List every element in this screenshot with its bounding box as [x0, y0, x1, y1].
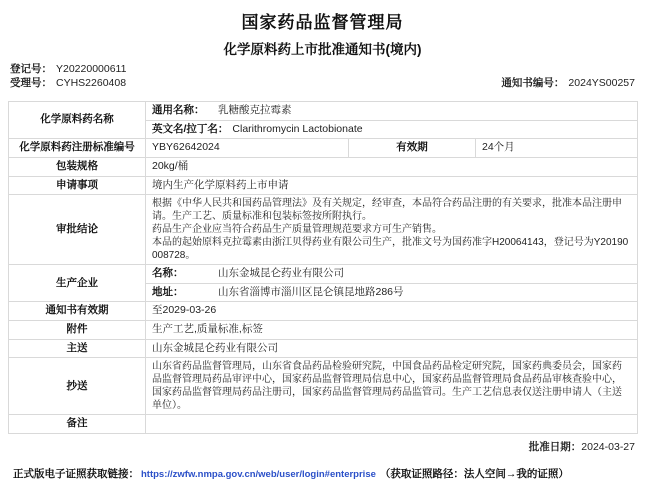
- validity-value: 24个月: [476, 139, 638, 158]
- manufacturer-name-value: 山东金城昆仑药业有限公司: [218, 267, 344, 280]
- meta-section: [10, 62, 635, 90]
- registration-number-value: Y20220000611: [56, 63, 127, 75]
- conclusion-paragraph: 本品的起始原料克拉霉素由浙江贝得药业有限公司生产，批准文号为国药准字H20064143，登记号为Y20190008728。: [152, 237, 629, 262]
- notice-validity-label: 通知书有效期: [9, 302, 146, 321]
- license-link[interactable]: https://zwfw.nmpa.gov.cn/web/user/login#enterprise: [141, 469, 376, 481]
- row-application-item: [9, 176, 638, 195]
- row-manufacturer-name: [9, 265, 638, 284]
- row-drug-name-generic: [9, 102, 638, 121]
- page-subtitle: 化学原料药上市批准通知书(境内): [223, 42, 422, 57]
- row-main-recipient: [9, 339, 638, 358]
- approval-date-line: [0, 439, 635, 454]
- generic-name-value: 乳糖酸克拉霉素: [218, 104, 292, 116]
- license-footer: [13, 466, 645, 481]
- standard-number-value: YBY62642024: [146, 139, 349, 158]
- package-spec-value: 20kg/桶: [146, 157, 638, 176]
- row-remarks: [9, 415, 638, 434]
- standard-number-label: 化学原料药注册标准编号: [9, 139, 146, 158]
- application-item-label: 申请事项: [9, 176, 146, 195]
- english-name-cell: [146, 120, 638, 139]
- acceptance-number-label: 受理号：: [10, 77, 52, 89]
- approval-date-label: 批准日期：: [528, 441, 582, 454]
- drug-name-label: 化学原料药名称: [9, 102, 146, 139]
- license-path-note: （获取证照路径：法人空间→我的证照）: [379, 468, 569, 481]
- notice-number-label: 通知书编号：: [501, 77, 565, 89]
- row-attachments: [9, 321, 638, 340]
- manufacturer-address-key: 地址：: [152, 285, 184, 298]
- row-standard-number: [9, 139, 638, 158]
- main-recipient-label: 主送: [9, 339, 146, 358]
- manufacturer-name-key: 名称：: [152, 267, 184, 280]
- english-name-key: 英文名/拉丁名：: [152, 122, 229, 135]
- acceptance-number-value: CYHS2260408: [56, 77, 127, 89]
- row-notice-validity: [9, 302, 638, 321]
- remarks-label: 备注: [9, 415, 146, 434]
- manufacturer-label: 生产企业: [9, 265, 146, 302]
- notice-number-line: [501, 76, 635, 90]
- row-package-spec: [9, 157, 638, 176]
- attachments-label: 附件: [9, 321, 146, 340]
- cc-value: 山东省药品监督管理局，山东省食品药品检验研究院，中国食品药品检定研究院，国家药典委员会，国家药品监督管理局药品审评中心，国家药品监督管理局信息中心，国家药品监督管理局食品药品审核查验中心，国家药品监督管理局药品注册司，国家药品监督管理局药品监管司。生产工艺信息表仅送注册申请人（主送单位）。: [146, 358, 638, 415]
- notice-validity-value: 至2029-03-26: [146, 302, 638, 321]
- approval-table: [8, 101, 638, 434]
- license-link-label: 正式版电子证照获取链接：: [13, 468, 139, 481]
- registration-number-label: 登记号：: [10, 63, 52, 75]
- cc-label: 抄送: [9, 358, 146, 415]
- generic-name-cell: [146, 102, 638, 121]
- package-spec-label: 包装规格: [9, 157, 146, 176]
- acceptance-number-line: [10, 76, 635, 90]
- remarks-value: [146, 415, 638, 434]
- row-approval-conclusion: [9, 195, 638, 265]
- generic-name-key: 通用名称：: [152, 104, 205, 116]
- manufacturer-address-value: 山东省淄博市淄川区昆仑镇昆地路286号: [218, 285, 404, 298]
- row-cc: [9, 358, 638, 415]
- approval-conclusion-label: 审批结论: [9, 195, 146, 265]
- approval-date-value: 2024-03-27: [581, 441, 635, 454]
- notice-number-value: 2024YS00257: [568, 77, 635, 89]
- english-name-value: Clarithromycin Lactobionate: [232, 122, 363, 135]
- validity-label: 有效期: [349, 139, 476, 158]
- main-recipient-value: 山东金城昆仑药业有限公司: [146, 339, 638, 358]
- manufacturer-name-cell: [146, 265, 638, 284]
- conclusion-paragraph: 根据《中华人民共和国药品管理法》及有关规定，经审查，本品符合药品注册的有关要求，批准本品注册申请。生产工艺、质量标准和包装标签按所附执行。: [152, 198, 622, 223]
- manufacturer-address-cell: [146, 283, 638, 302]
- registration-number-line: [10, 62, 635, 76]
- application-item-value: 境内生产化学原料药上市申请: [146, 176, 638, 195]
- approval-conclusion-cell: [146, 195, 638, 265]
- conclusion-paragraph: 药品生产企业应当符合药品生产质量管理规范要求方可生产销售。: [152, 224, 442, 236]
- attachments-value: 生产工艺,质量标准,标签: [146, 321, 638, 340]
- page-title: 国家药品监督管理局: [241, 13, 404, 32]
